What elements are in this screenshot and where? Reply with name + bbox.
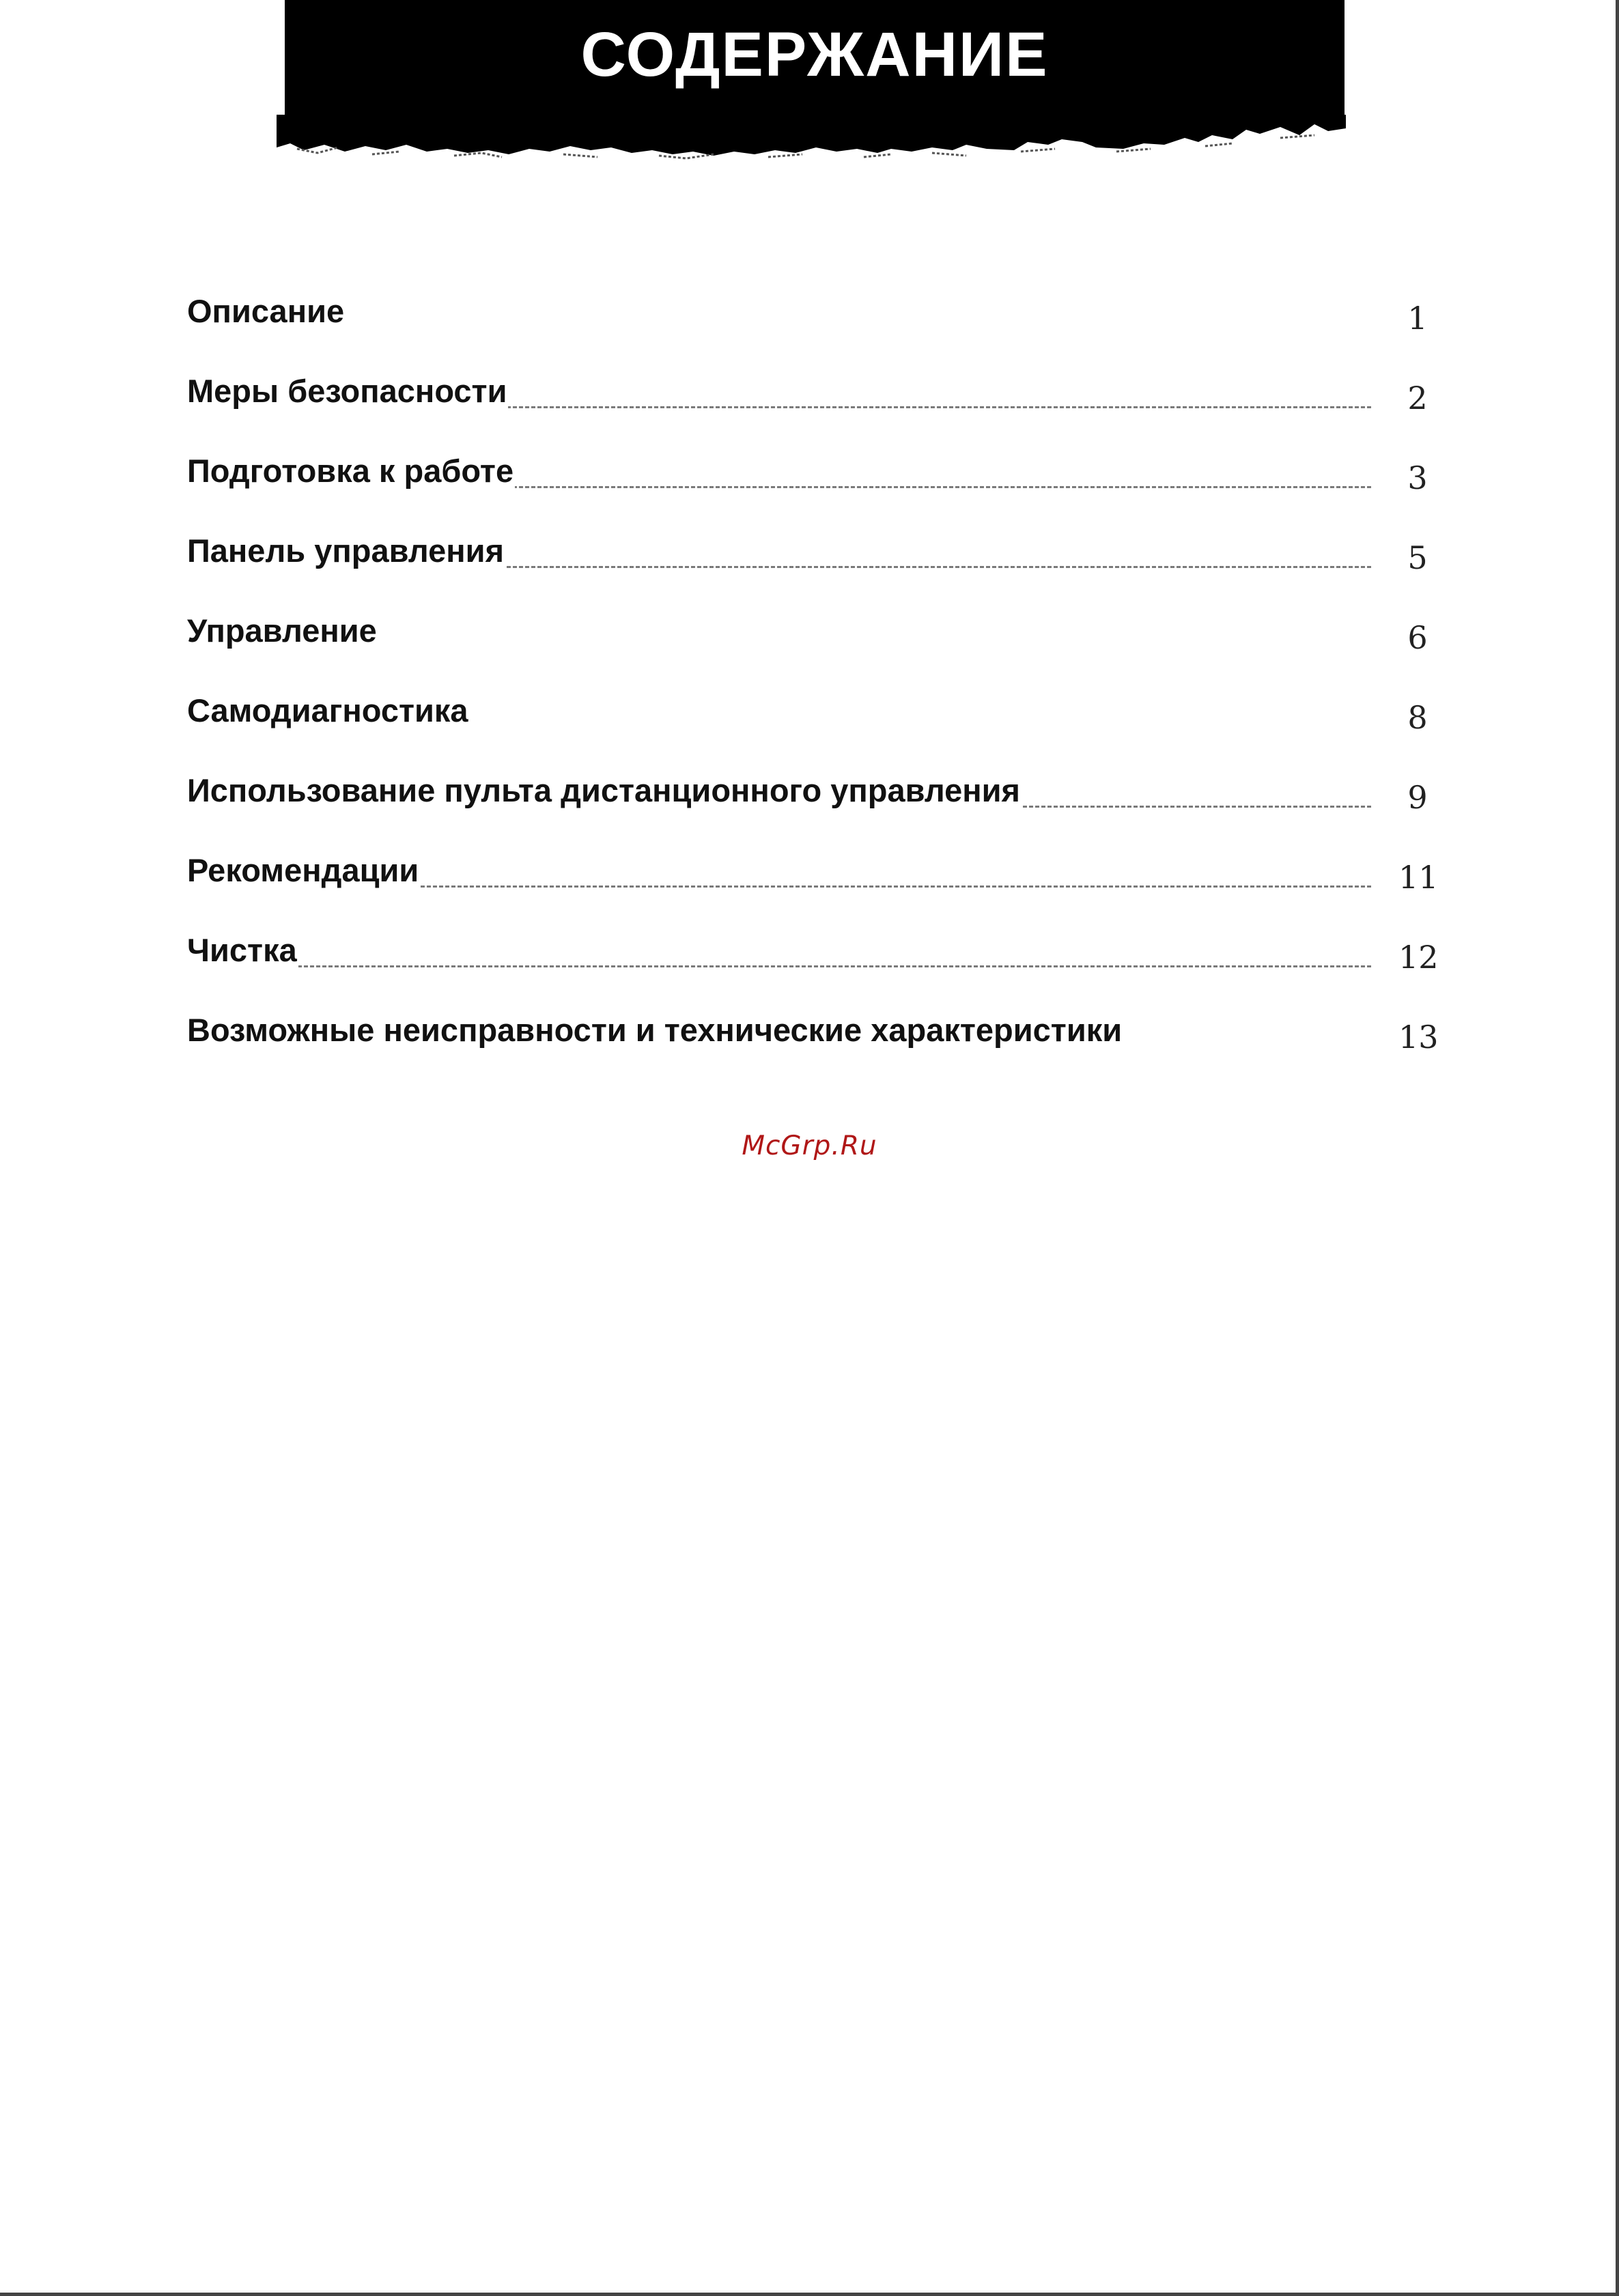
header-banner xyxy=(285,0,1345,122)
toc-row[interactable] xyxy=(187,287,1437,367)
page-title: СОДЕРЖАНИЕ xyxy=(580,20,1049,89)
toc-page-number: 9 xyxy=(1407,779,1428,816)
toc-row[interactable] xyxy=(187,846,1437,926)
toc-page-number: 12 xyxy=(1398,939,1439,976)
torn-edge-decoration xyxy=(277,115,1346,164)
toc-row[interactable] xyxy=(187,447,1437,526)
toc-page-number: 6 xyxy=(1407,619,1428,656)
toc-page-number: 3 xyxy=(1407,459,1428,496)
table-of-contents xyxy=(187,287,1437,1086)
toc-label: Меры безопасности xyxy=(187,375,508,447)
toc-leader xyxy=(187,965,1371,967)
toc-label: Описание xyxy=(187,295,346,367)
toc-label: Самодиагностика xyxy=(187,694,470,766)
toc-page-number: 13 xyxy=(1398,1019,1439,1055)
toc-row[interactable] xyxy=(187,926,1437,1006)
toc-label: Возможные неисправности и технические характеристики xyxy=(187,1014,1123,1086)
toc-label: Управление xyxy=(187,614,378,686)
toc-page-number: 11 xyxy=(1398,859,1439,896)
toc-row[interactable] xyxy=(187,766,1437,846)
toc-row[interactable] xyxy=(187,686,1437,766)
toc-row[interactable] xyxy=(187,367,1437,447)
toc-label: Чистка xyxy=(187,934,298,1006)
toc-label: Панель управления xyxy=(187,535,505,606)
toc-page-number: 2 xyxy=(1407,380,1428,416)
toc-label: Использование пульта дистанционного управления xyxy=(187,774,1022,846)
toc-label: Рекомендации xyxy=(187,854,420,926)
toc-row[interactable] xyxy=(187,606,1437,686)
toc-page-number: 1 xyxy=(1407,300,1428,337)
toc-label: Подготовка к работе xyxy=(187,455,515,526)
toc-page-number: 5 xyxy=(1407,539,1428,576)
toc-page-number: 8 xyxy=(1407,699,1428,736)
toc-row[interactable] xyxy=(187,526,1437,606)
toc-row[interactable] xyxy=(187,1006,1437,1086)
watermark-link[interactable]: McGrp.Ru xyxy=(742,1131,877,1161)
